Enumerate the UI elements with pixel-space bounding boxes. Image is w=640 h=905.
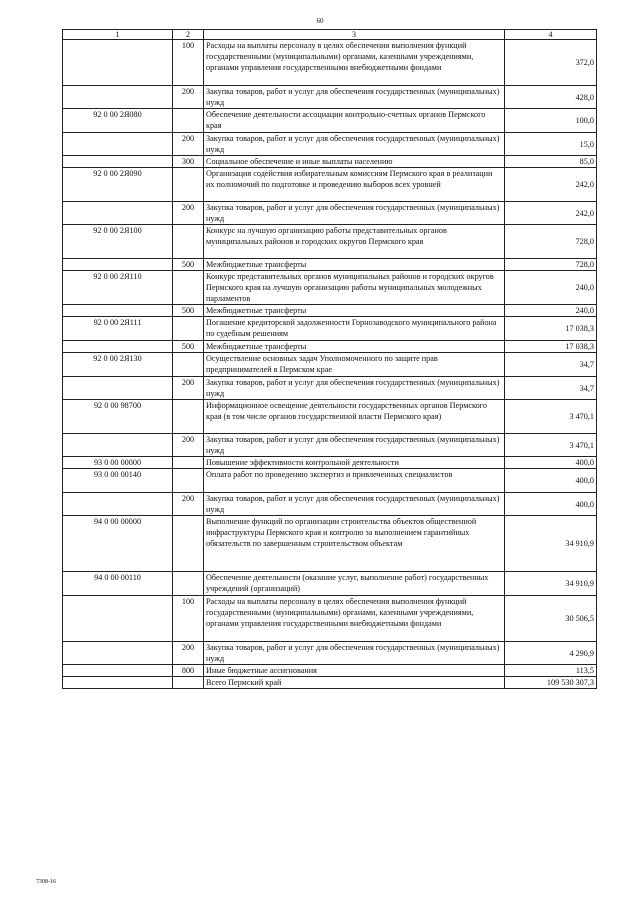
table-row — [63, 516, 597, 572]
row-amount: 372,0 — [505, 40, 597, 86]
row-expense-type: 200 — [173, 642, 204, 665]
table-row — [63, 156, 597, 168]
row-description: Конкурс на лучшую организацию работы представительных органов муниципальных районов и городских округов Пермского края — [204, 225, 505, 259]
row-description: Обеспечение деятельности (оказание услуг, выполнение работ) государственных учреждений (организаций) — [204, 572, 505, 596]
table-row — [63, 642, 597, 665]
header-col-1: 1 — [63, 30, 173, 40]
row-amount: 728,0 — [505, 259, 597, 271]
row-amount: 3 470,1 — [505, 400, 597, 434]
table-row — [63, 434, 597, 457]
row-expense-type — [173, 516, 204, 572]
row-description: Закупка товаров, работ и услуг для обеспечения государственных (муниципальных) нужд — [204, 133, 505, 156]
row-description: Погашение кредиторской задолженности Горнозаводского муниципального района по судебным решениям — [204, 317, 505, 341]
row-expense-type — [173, 677, 204, 689]
table-row — [63, 353, 597, 377]
row-expense-type — [173, 400, 204, 434]
table-row — [63, 457, 597, 469]
row-amount: 4 290,9 — [505, 642, 597, 665]
row-amount: 428,0 — [505, 86, 597, 109]
table-row — [63, 596, 597, 642]
row-amount: 34,7 — [505, 353, 597, 377]
row-code — [63, 202, 173, 225]
row-expense-type: 200 — [173, 493, 204, 516]
row-expense-type: 100 — [173, 40, 204, 86]
table-row — [63, 341, 597, 353]
row-code — [63, 341, 173, 353]
row-description: Конкурс представительных органов муниципальных районов и городских округов Пермского края на лучшую организацию работы муниципальных молодежных парламентов — [204, 271, 505, 305]
row-amount: 3 470,1 — [505, 434, 597, 457]
row-code: 92 0 00 2Я110 — [63, 271, 173, 305]
row-code: 94 0 00 00110 — [63, 572, 173, 596]
row-code — [63, 665, 173, 677]
row-code: 92 0 00 2Я111 — [63, 317, 173, 341]
table-row — [63, 665, 597, 677]
table-row — [63, 469, 597, 493]
row-description: Межбюджетные трансферты — [204, 259, 505, 271]
row-code — [63, 305, 173, 317]
row-expense-type: 500 — [173, 341, 204, 353]
table-row — [63, 225, 597, 259]
row-amount: 17 038,3 — [505, 317, 597, 341]
row-description: Всего Пермский край — [204, 677, 505, 689]
row-amount: 242,0 — [505, 202, 597, 225]
row-code: 93 0 00 00140 — [63, 469, 173, 493]
table-row — [63, 86, 597, 109]
table-row — [63, 677, 597, 689]
row-description: Закупка товаров, работ и услуг для обеспечения государственных (муниципальных) нужд — [204, 377, 505, 400]
table-row — [63, 317, 597, 341]
row-code: 94 0 00 00000 — [63, 516, 173, 572]
row-amount: 728,0 — [505, 225, 597, 259]
header-col-4: 4 — [505, 30, 597, 40]
table-row — [63, 133, 597, 156]
row-code — [63, 156, 173, 168]
row-expense-type — [173, 457, 204, 469]
row-expense-type: 100 — [173, 596, 204, 642]
row-code: 92 0 00 2Я080 — [63, 109, 173, 133]
table-row — [63, 259, 597, 271]
row-code — [63, 40, 173, 86]
row-code — [63, 677, 173, 689]
row-description: Осуществление основных задач Уполномоченного по защите прав предпринимателей в Пермском крае — [204, 353, 505, 377]
table-row — [63, 109, 597, 133]
row-expense-type — [173, 353, 204, 377]
table-row — [63, 377, 597, 400]
table-row — [63, 493, 597, 516]
table-row — [63, 305, 597, 317]
row-description: Закупка товаров, работ и услуг для обеспечения государственных (муниципальных) нужд — [204, 434, 505, 457]
table-row — [63, 168, 597, 202]
table-row — [63, 572, 597, 596]
row-code — [63, 493, 173, 516]
row-description: Закупка товаров, работ и услуг для обеспечения государственных (муниципальных) нужд — [204, 202, 505, 225]
row-amount: 85,0 — [505, 156, 597, 168]
row-expense-type — [173, 109, 204, 133]
header-row — [63, 30, 597, 40]
row-amount: 30 506,5 — [505, 596, 597, 642]
row-code — [63, 434, 173, 457]
row-expense-type: 200 — [173, 86, 204, 109]
row-amount: 400,0 — [505, 469, 597, 493]
row-amount: 100,0 — [505, 109, 597, 133]
footer-code: 7308-16 — [36, 879, 56, 885]
row-amount: 113,5 — [505, 665, 597, 677]
row-expense-type: 800 — [173, 665, 204, 677]
table-row — [63, 271, 597, 305]
row-amount: 240,0 — [505, 305, 597, 317]
row-expense-type: 200 — [173, 377, 204, 400]
row-description: Организация содействия избирательным комиссиям Пермского края в реализации их полномочий по подготовке и проведению выборов всех уровней — [204, 168, 505, 202]
row-expense-type — [173, 271, 204, 305]
table-row — [63, 202, 597, 225]
budget-table — [62, 29, 597, 689]
row-description: Обеспечение деятельности ассоциации контрольно-счетных органов Пермского края — [204, 109, 505, 133]
row-code — [63, 259, 173, 271]
row-description: Расходы на выплаты персоналу в целях обеспечения выполнения функций государственными (муниципальными) органами, казенными учреждениями, органами управления государственными внебюджетными фондами — [204, 596, 505, 642]
row-expense-type — [173, 225, 204, 259]
row-code: 92 0 00 2Я130 — [63, 353, 173, 377]
row-amount: 34,7 — [505, 377, 597, 400]
row-code — [63, 133, 173, 156]
row-expense-type — [173, 317, 204, 341]
row-code: 92 0 00 98700 — [63, 400, 173, 434]
row-amount: 17 038,3 — [505, 341, 597, 353]
row-expense-type: 300 — [173, 156, 204, 168]
row-code — [63, 642, 173, 665]
table-row — [63, 400, 597, 434]
row-description: Межбюджетные трансферты — [204, 341, 505, 353]
header-col-2: 2 — [173, 30, 204, 40]
row-expense-type: 200 — [173, 133, 204, 156]
row-description: Расходы на выплаты персоналу в целях обеспечения выполнения функций государственными (муниципальными) органами, казенными учреждениями, органами управления государственными внебюджетными фондами — [204, 40, 505, 86]
row-description: Межбюджетные трансферты — [204, 305, 505, 317]
row-description: Выполнение функций по организации строительства объектов общественной инфраструктуры Пермского края и контролю за выполнением гарантийных обязательств по завершенным строительством объектам — [204, 516, 505, 572]
row-code — [63, 377, 173, 400]
row-amount: 34 910,9 — [505, 572, 597, 596]
row-description: Повышение эффективности контрольной деятельности — [204, 457, 505, 469]
row-expense-type — [173, 168, 204, 202]
row-expense-type: 500 — [173, 305, 204, 317]
row-code: 93 0 00 00000 — [63, 457, 173, 469]
row-expense-type: 200 — [173, 202, 204, 225]
header-col-3: 3 — [204, 30, 505, 40]
row-amount: 34 910,9 — [505, 516, 597, 572]
row-expense-type: 200 — [173, 434, 204, 457]
row-amount: 109 530 307,3 — [505, 677, 597, 689]
row-description: Оплата работ по проведению экспертиз и привлеченных специалистов — [204, 469, 505, 493]
row-amount: 15,0 — [505, 133, 597, 156]
row-amount: 400,0 — [505, 457, 597, 469]
row-expense-type: 500 — [173, 259, 204, 271]
row-amount: 240,0 — [505, 271, 597, 305]
row-code: 92 0 00 2Я100 — [63, 225, 173, 259]
row-code: 92 0 00 2Я090 — [63, 168, 173, 202]
table-row — [63, 40, 597, 86]
row-code — [63, 596, 173, 642]
row-description: Иные бюджетные ассигнования — [204, 665, 505, 677]
row-description: Закупка товаров, работ и услуг для обеспечения государственных (муниципальных) нужд — [204, 642, 505, 665]
row-description: Закупка товаров, работ и услуг для обеспечения государственных (муниципальных) нужд — [204, 86, 505, 109]
row-code — [63, 86, 173, 109]
row-amount: 400,0 — [505, 493, 597, 516]
row-expense-type — [173, 469, 204, 493]
row-description: Закупка товаров, работ и услуг для обеспечения государственных (муниципальных) нужд — [204, 493, 505, 516]
row-description: Информационное освещение деятельности государственных органов Пермского края (в том числе органов государственной власти Пермского края) — [204, 400, 505, 434]
row-amount: 242,0 — [505, 168, 597, 202]
page-number: 60 — [316, 17, 324, 25]
row-expense-type — [173, 572, 204, 596]
row-description: Социальное обеспечение и иные выплаты населению — [204, 156, 505, 168]
